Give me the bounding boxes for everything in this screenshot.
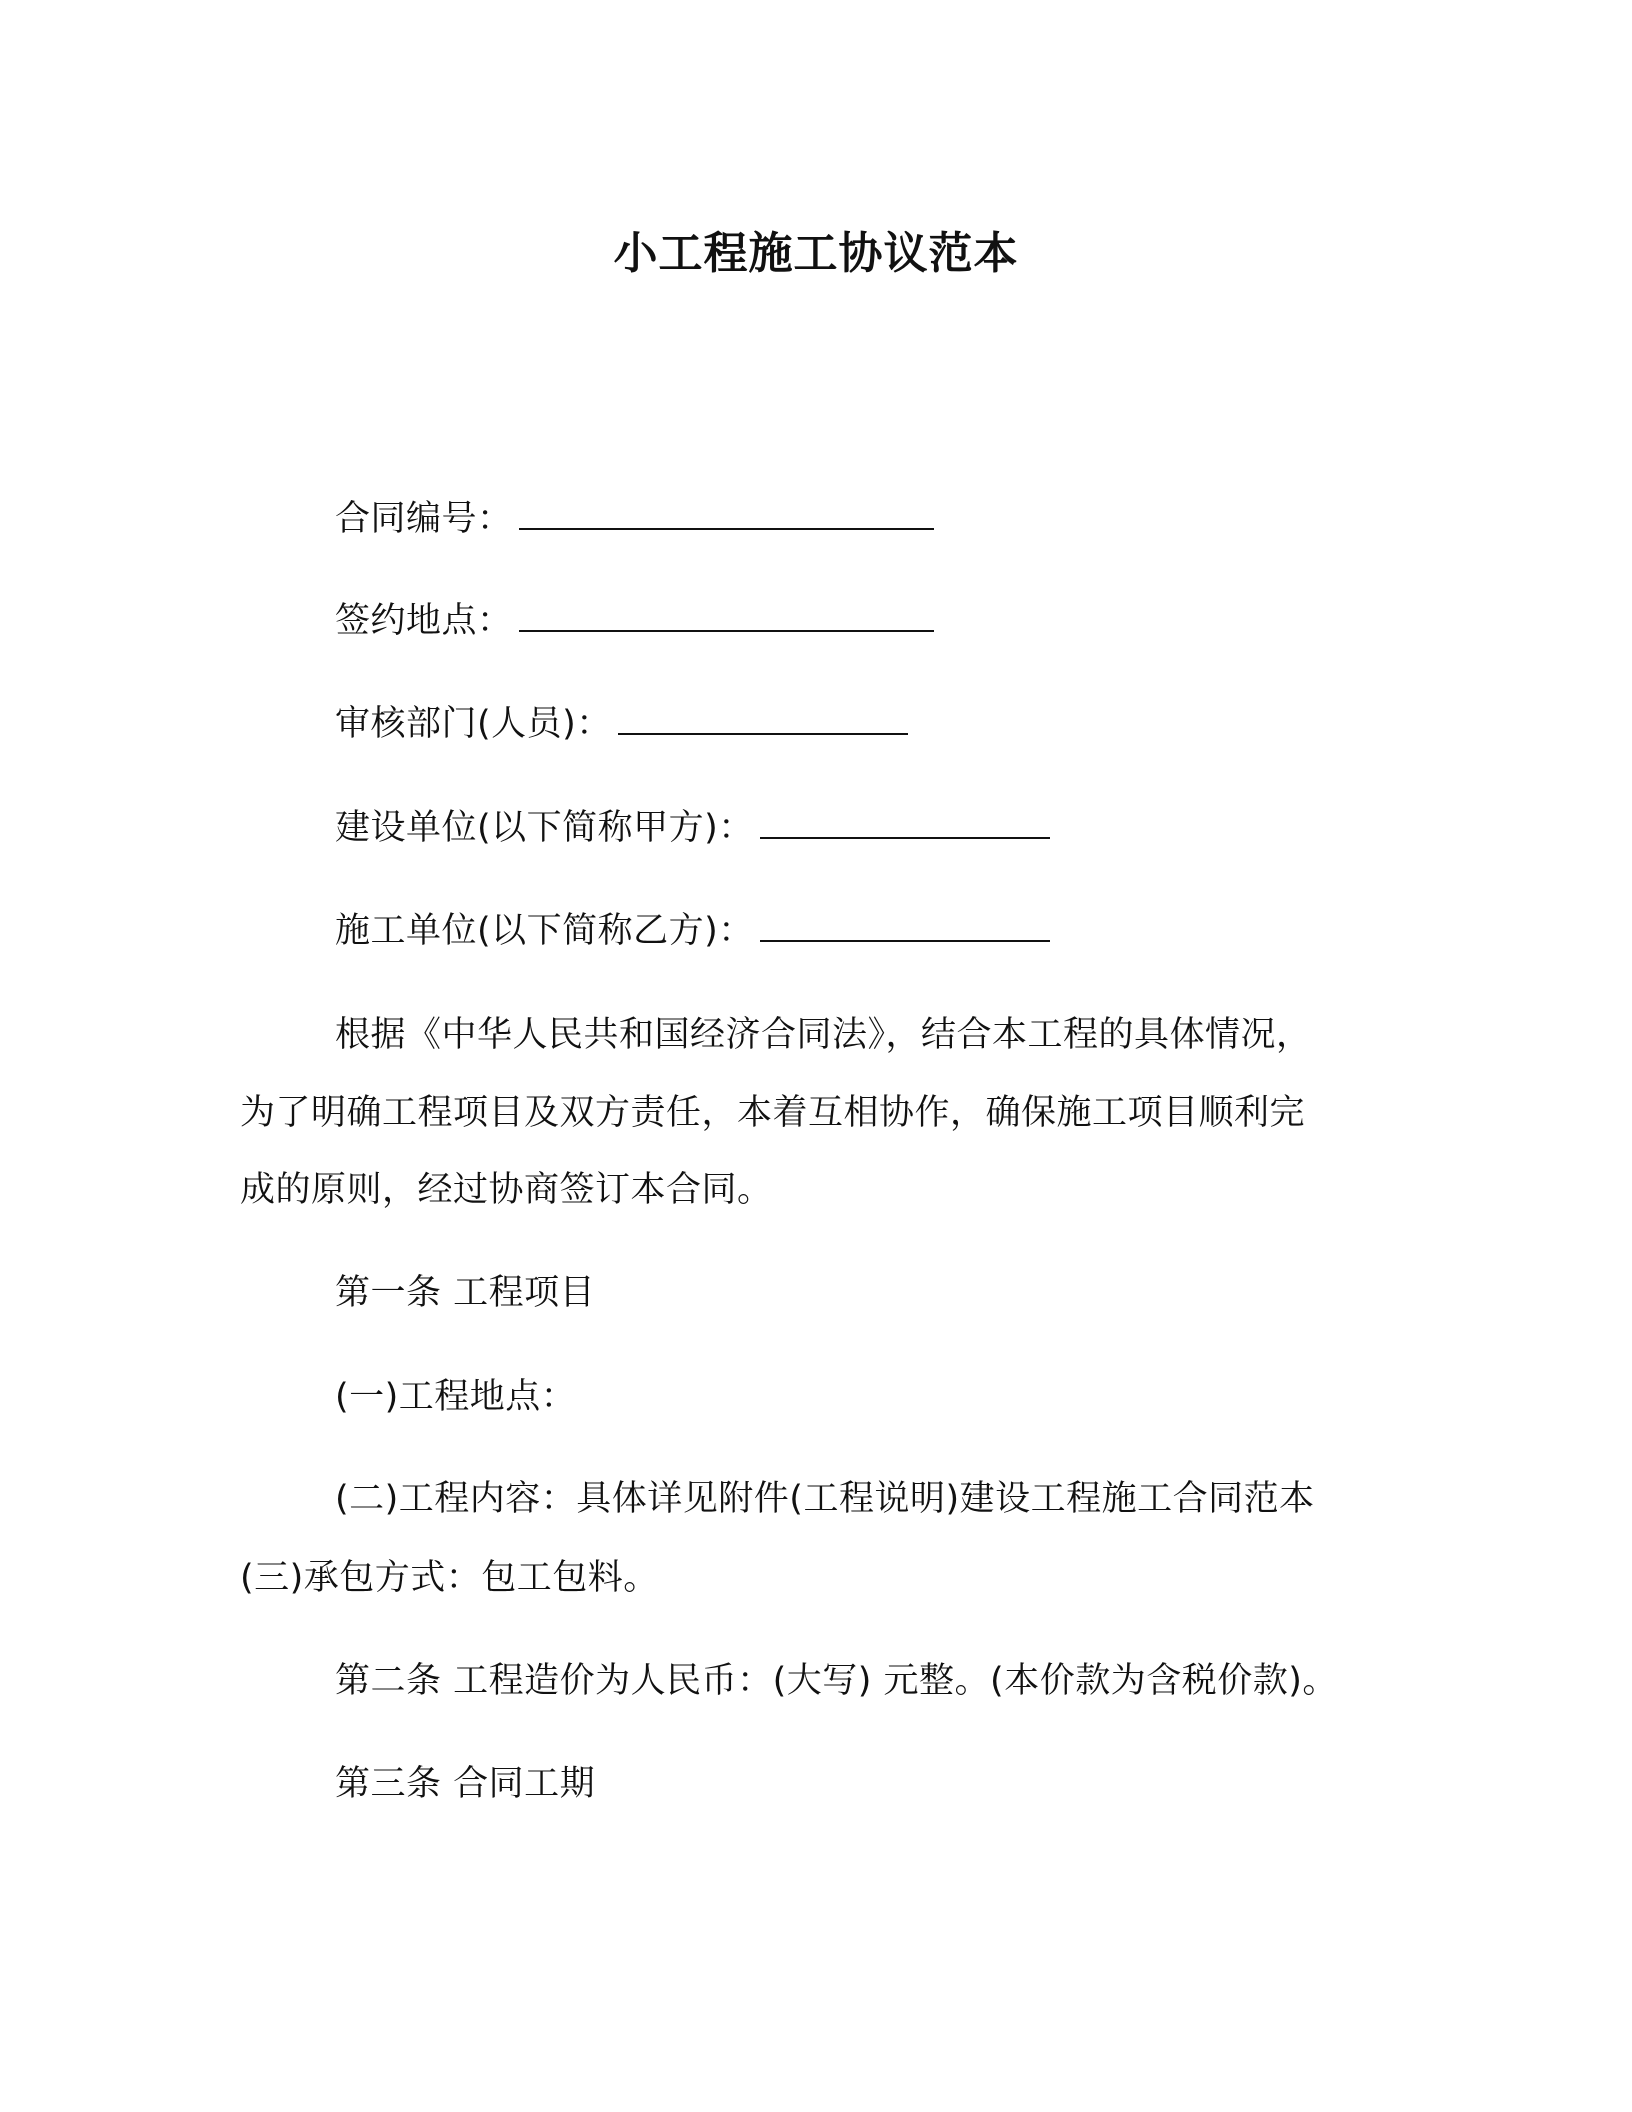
article-2: 第二条 工程造价为人民币：(大写) 元整。(本价款为含税价款)。 xyxy=(335,1661,1338,1701)
article-1-item-1: (一)工程地点： xyxy=(335,1377,577,1417)
field-party-b xyxy=(335,909,1050,953)
field-label: 审核部门(人员)： xyxy=(335,704,612,744)
article-1-item-3: (三)承包方式：包工包料。 xyxy=(240,1558,659,1598)
article-3-heading: 第三条 合同工期 xyxy=(335,1764,596,1804)
field-signing-place xyxy=(335,599,934,643)
fill-in-blank xyxy=(760,910,1050,942)
fill-in-blank xyxy=(760,807,1050,839)
preamble-line-3: 成的原则，经过协商签订本合同。 xyxy=(240,1170,773,1210)
field-contract-number xyxy=(335,497,934,541)
fill-in-blank xyxy=(618,703,908,735)
field-label: 施工单位(以下简称乙方)： xyxy=(335,911,754,951)
field-review-department xyxy=(335,702,908,746)
preamble-line-1: 根据《中华人民共和国经济合同法》，结合本工程的具体情况， xyxy=(335,1015,1312,1055)
preamble-line-2: 为了明确工程项目及双方责任，本着互相协作，确保施工项目顺利完 xyxy=(240,1093,1306,1133)
article-1-heading: 第一条 工程项目 xyxy=(335,1273,596,1313)
fill-in-blank xyxy=(519,498,934,530)
field-label: 合同编号： xyxy=(335,499,513,539)
article-1-item-2: (二)工程内容：具体详见附件(工程说明)建设工程施工合同范本 xyxy=(335,1479,1315,1519)
field-party-a xyxy=(335,806,1050,850)
field-label: 签约地点： xyxy=(335,601,513,641)
fill-in-blank xyxy=(519,600,934,632)
document-title: 小工程施工协议范本 xyxy=(613,228,1019,279)
field-label: 建设单位(以下简称甲方)： xyxy=(335,808,754,848)
